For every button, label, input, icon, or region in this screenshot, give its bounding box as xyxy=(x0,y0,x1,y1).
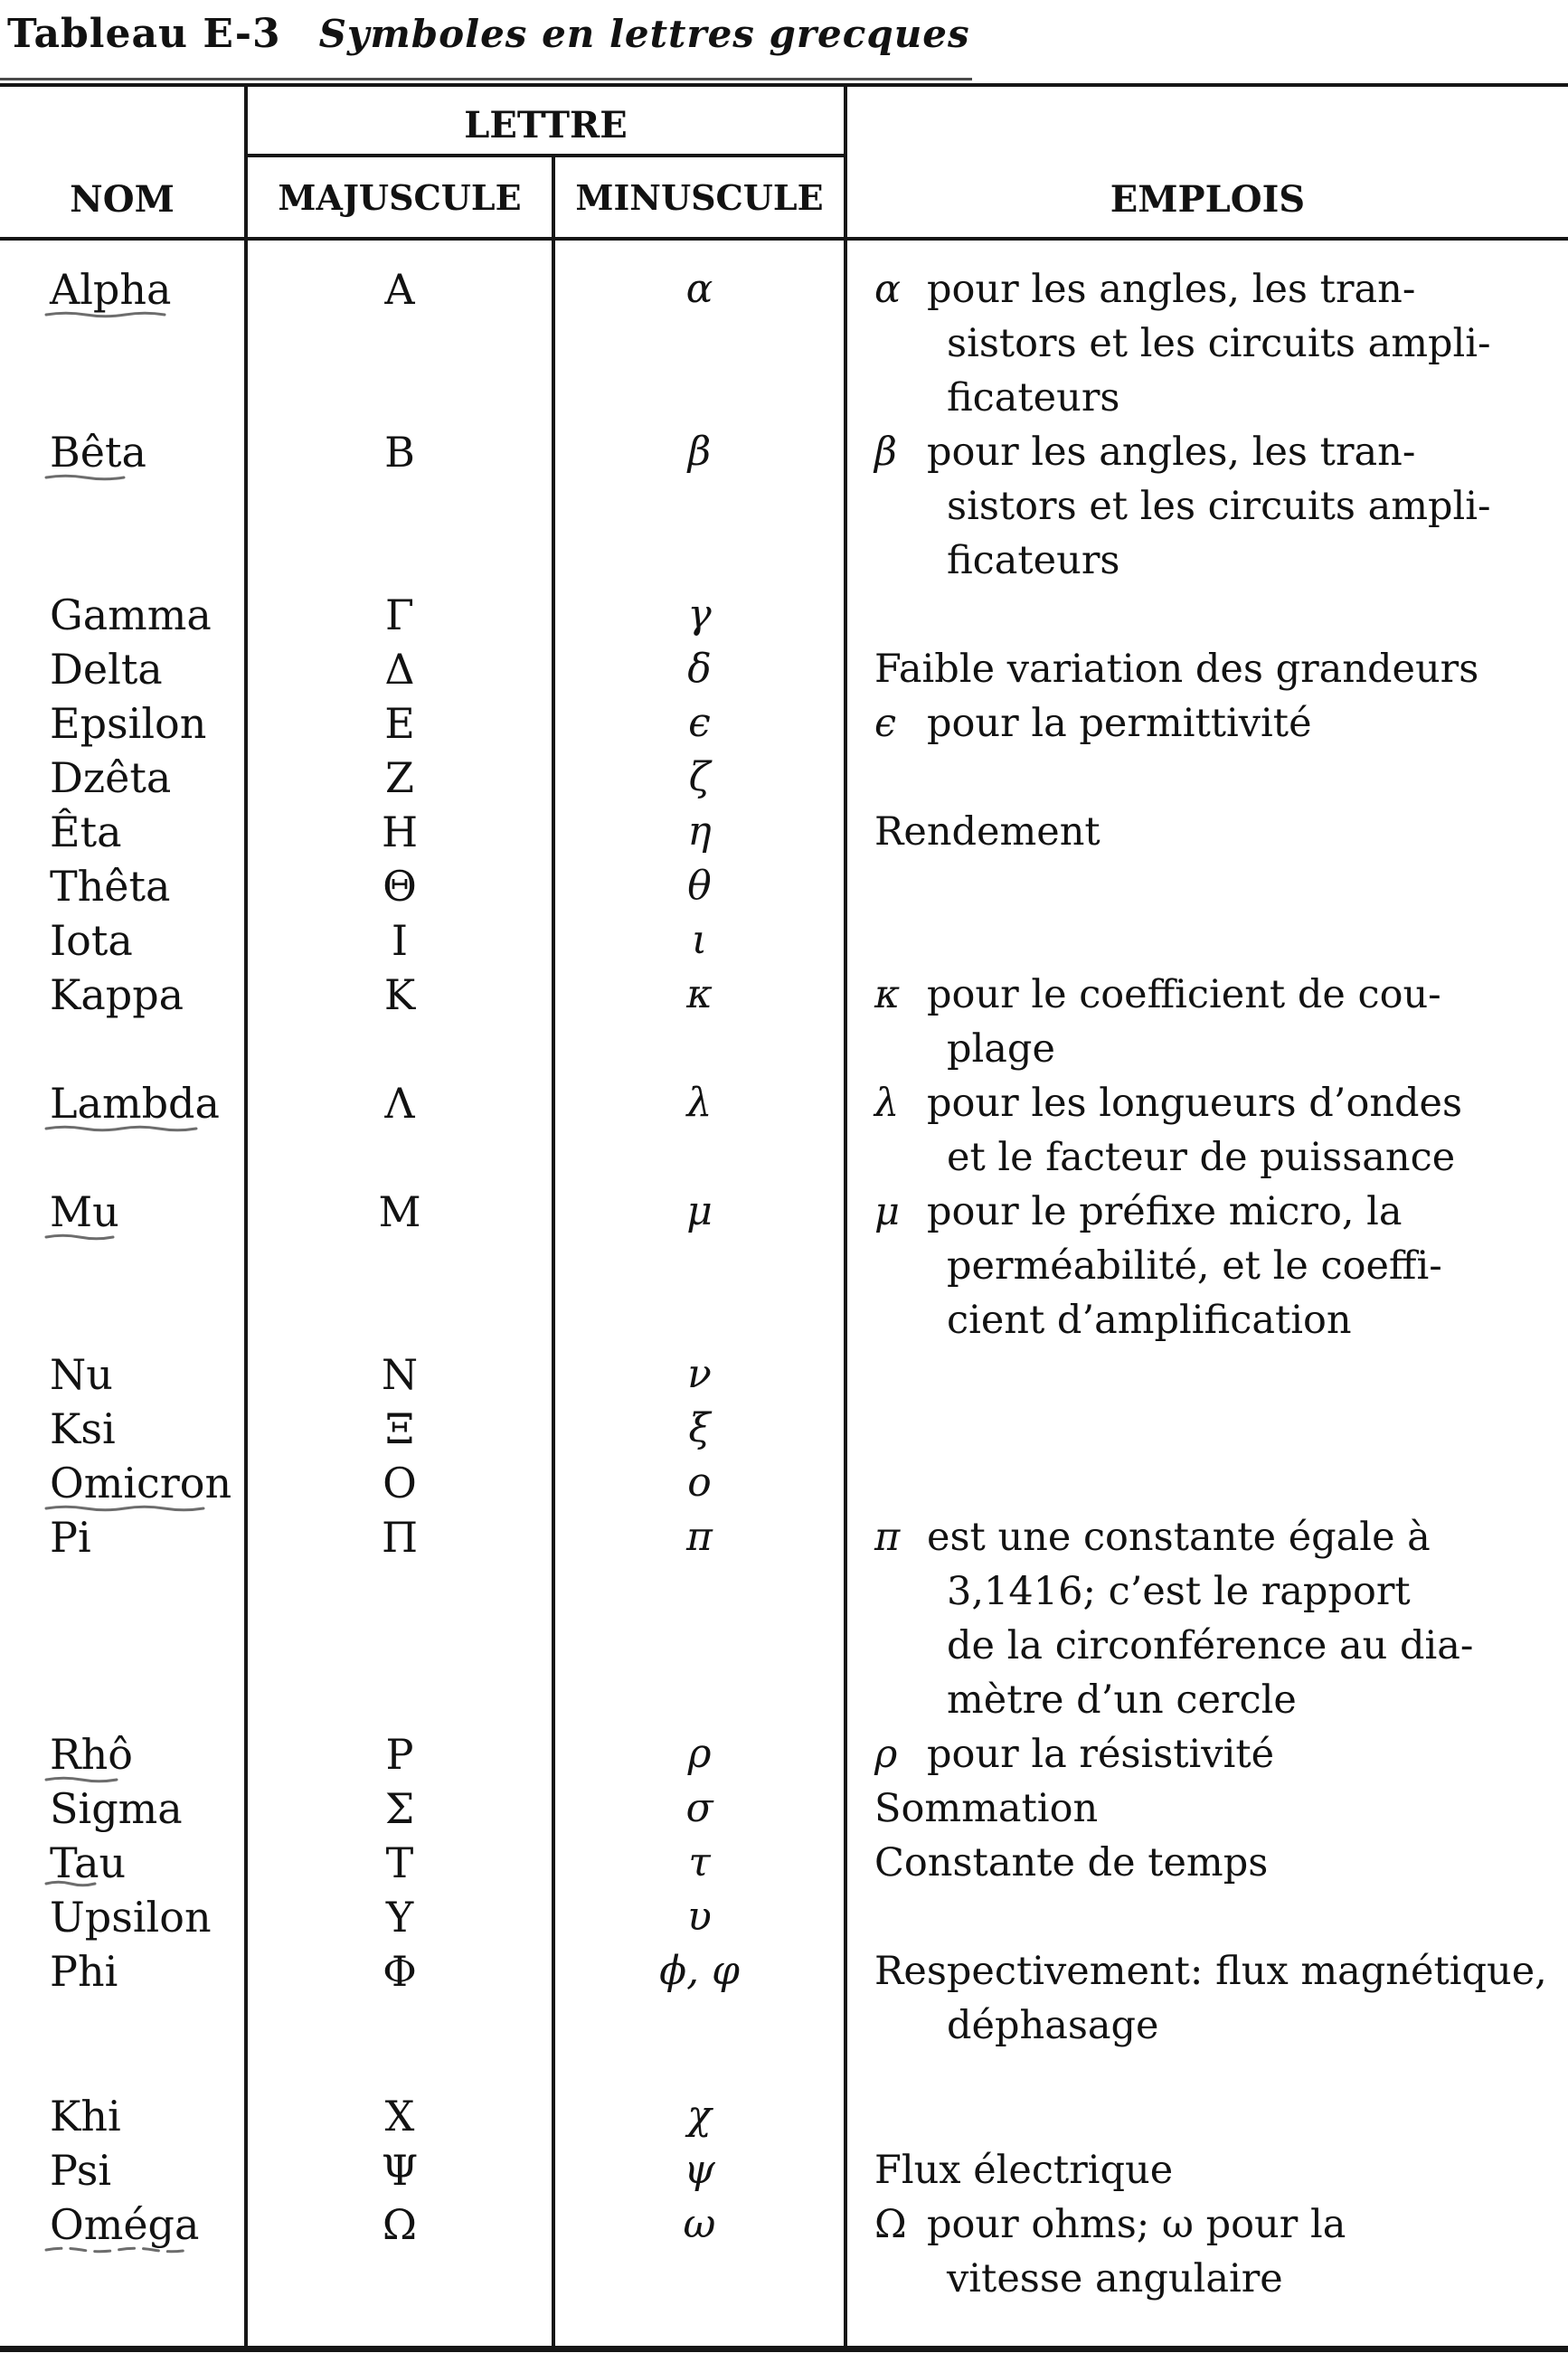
header-cell-nom: NOM xyxy=(70,178,175,221)
name-cell xyxy=(0,805,244,859)
lowercase-cell: σ xyxy=(552,1781,844,1836)
usage-line xyxy=(874,696,1568,751)
spacer-cell xyxy=(844,241,1568,262)
table-caption: Symboles en lettres grecques xyxy=(318,12,970,56)
usage-cell xyxy=(844,1781,1568,1836)
name-cell xyxy=(0,751,244,805)
header-cell-minuscule: MINUSCULE xyxy=(552,157,844,237)
usage-line: ficateurs xyxy=(947,538,1120,583)
name-cell xyxy=(0,262,244,425)
row-gamma xyxy=(0,588,1568,642)
lowercase-cell: π xyxy=(552,1510,844,1727)
lowercase-cell: τ xyxy=(552,1836,844,1890)
usage-line xyxy=(874,262,1568,317)
usage-text: pour les angles, les tran- xyxy=(927,430,1416,475)
usage-cell xyxy=(844,2089,1568,2143)
spacer-cell xyxy=(244,241,552,262)
table-body xyxy=(0,241,1568,2346)
greek-letter-name: Delta xyxy=(50,645,163,694)
name-cell xyxy=(0,1836,244,1890)
usage-text: pour la permittivité xyxy=(927,701,1312,746)
uppercase-cell: N xyxy=(244,1347,552,1402)
greek-letter-name: Sigma xyxy=(50,1784,183,1833)
usage-line xyxy=(874,425,1568,479)
uppercase-cell: K xyxy=(244,968,552,1076)
spacer-row xyxy=(0,241,1568,262)
usage-line: Rendement xyxy=(874,809,1100,855)
row-delta xyxy=(0,642,1568,696)
uppercase-cell: Ω xyxy=(244,2197,552,2306)
greek-letter-name: Upsilon xyxy=(50,1890,212,1944)
usage-cell xyxy=(844,1185,1568,1347)
usage-cell xyxy=(844,805,1568,859)
name-cell xyxy=(0,968,244,1076)
lowercase-cell: ϕ, φ xyxy=(552,1944,844,2053)
spacer-cell xyxy=(0,241,244,262)
spacer-cell xyxy=(0,2053,244,2089)
usage-cell xyxy=(844,1456,1568,1510)
usage-cell xyxy=(844,1347,1568,1402)
pencil-mark-icon xyxy=(44,309,166,320)
usage-line: sistors et les circuits ampli- xyxy=(947,321,1491,366)
row-tau xyxy=(0,1836,1568,1890)
usage-text: pour le préfixe micro, la xyxy=(927,1189,1403,1234)
name-cell xyxy=(0,1402,244,1456)
spacer-cell xyxy=(844,2306,1568,2346)
uppercase-cell: Y xyxy=(244,1890,552,1944)
greek-letter-name: Dzêta xyxy=(50,753,172,802)
lowercase-cell: ν xyxy=(552,1347,844,1402)
row-upsilon xyxy=(0,1890,1568,1944)
usage-cell xyxy=(844,2143,1568,2197)
usage-line: de la circonférence au dia- xyxy=(947,1623,1474,1668)
usage-line: plage xyxy=(947,1026,1055,1072)
row-khi xyxy=(0,2089,1568,2143)
uppercase-cell: B xyxy=(244,425,552,588)
usage-line: ficateurs xyxy=(947,375,1120,421)
usage-line: déphasage xyxy=(947,2003,1159,2048)
usage-line xyxy=(874,1727,1568,1781)
row-beta xyxy=(0,425,1568,588)
greek-letter-name: Khi xyxy=(50,2092,121,2140)
usage-cell xyxy=(844,588,1568,642)
pencil-mark-icon xyxy=(44,2244,191,2255)
usage-cell xyxy=(844,262,1568,425)
usage-text: est une constante égale à xyxy=(927,1515,1431,1560)
name-cell xyxy=(0,1781,244,1836)
lowercase-cell: λ xyxy=(552,1076,844,1185)
row-kappa xyxy=(0,968,1568,1076)
usage-cell xyxy=(844,642,1568,696)
uppercase-cell: M xyxy=(244,1185,552,1347)
greek-letter-name: Alpha xyxy=(50,262,171,317)
greek-letter-name: Psi xyxy=(50,2146,112,2195)
greek-letter-name: Lambda xyxy=(50,1076,220,1130)
usage-cell xyxy=(844,1510,1568,1727)
usage-line xyxy=(874,968,1568,1022)
uppercase-cell: A xyxy=(244,262,552,425)
lowercase-cell: β xyxy=(552,425,844,588)
row-psi xyxy=(0,2143,1568,2197)
lowercase-cell: υ xyxy=(552,1890,844,1944)
uppercase-cell: Σ xyxy=(244,1781,552,1836)
lowercase-cell: ζ xyxy=(552,751,844,805)
spacer-cell xyxy=(844,2053,1568,2089)
greek-letter-name: Phi xyxy=(50,1947,118,1996)
usage-cell xyxy=(844,1890,1568,1944)
name-cell xyxy=(0,1456,244,1510)
usage-cell xyxy=(844,1944,1568,2053)
lowercase-cell: α xyxy=(552,262,844,425)
lowercase-cell: θ xyxy=(552,859,844,913)
header-cell-emplois: EMPLOIS xyxy=(844,87,1568,237)
header-cell-lettre: LETTRE xyxy=(244,87,844,157)
row-theta xyxy=(0,859,1568,913)
pencil-mark-icon xyxy=(44,1878,97,1889)
usage-symbol: κ xyxy=(874,972,901,1017)
usage-symbol: ρ xyxy=(874,1732,898,1777)
name-cell xyxy=(0,696,244,751)
spacer-row xyxy=(0,2053,1568,2089)
usage-line: Respectivement: flux magnétique, xyxy=(874,1949,1547,1994)
greek-letter-name: Rhô xyxy=(50,1727,133,1781)
greek-letter-name: Gamma xyxy=(50,591,212,639)
greek-letter-name: Bêta xyxy=(50,425,146,479)
spacer-row xyxy=(0,2306,1568,2346)
uppercase-cell: Ψ xyxy=(244,2143,552,2197)
uppercase-cell: Θ xyxy=(244,859,552,913)
row-phi xyxy=(0,1944,1568,2053)
name-cell xyxy=(0,913,244,968)
uppercase-cell: O xyxy=(244,1456,552,1510)
greek-letter-name: Epsilon xyxy=(50,699,207,748)
uppercase-cell: Ξ xyxy=(244,1402,552,1456)
uppercase-cell: I xyxy=(244,913,552,968)
uppercase-cell: E xyxy=(244,696,552,751)
lowercase-cell: κ xyxy=(552,968,844,1076)
greek-letter-name: Mu xyxy=(50,1185,119,1239)
spacer-cell xyxy=(552,2053,844,2089)
lowercase-cell: ι xyxy=(552,913,844,968)
usage-cell xyxy=(844,696,1568,751)
usage-symbol: π xyxy=(874,1515,901,1560)
row-mu xyxy=(0,1185,1568,1347)
usage-symbol: λ xyxy=(874,1081,900,1126)
pencil-mark-icon xyxy=(44,1123,198,1134)
usage-symbol: ϵ xyxy=(874,701,897,746)
usage-cell xyxy=(844,1076,1568,1185)
usage-line: mètre d’un cercle xyxy=(947,1677,1297,1723)
greek-letter-name: Oméga xyxy=(50,2197,199,2252)
name-cell xyxy=(0,1510,244,1727)
uppercase-cell: X xyxy=(244,2089,552,2143)
greek-letter-name: Kappa xyxy=(50,970,184,1019)
greek-letter-name: Êta xyxy=(50,808,122,856)
uppercase-cell: H xyxy=(244,805,552,859)
greek-letter-name: Thêta xyxy=(50,862,171,911)
row-alpha xyxy=(0,262,1568,425)
row-dzeta xyxy=(0,751,1568,805)
name-cell xyxy=(0,425,244,588)
usage-line: sistors et les circuits ampli- xyxy=(947,484,1491,529)
usage-line: perméabilité, et le coeffi- xyxy=(947,1243,1442,1289)
usage-line: cient d’amplification xyxy=(947,1298,1352,1343)
lowercase-cell: γ xyxy=(552,588,844,642)
row-omega xyxy=(0,2197,1568,2306)
row-rho xyxy=(0,1727,1568,1781)
usage-symbol: μ xyxy=(874,1189,900,1234)
page-title xyxy=(0,5,1568,63)
lowercase-cell: ϵ xyxy=(552,696,844,751)
usage-line: 3,1416; c’est le rapport xyxy=(947,1569,1411,1614)
name-cell xyxy=(0,2089,244,2143)
usage-text: pour ohms; ω pour la xyxy=(927,2202,1346,2247)
header-cell-majuscule: MAJUSCULE xyxy=(244,157,552,237)
usage-cell xyxy=(844,913,1568,968)
usage-text: pour les angles, les tran- xyxy=(927,267,1416,312)
greek-letter-name: Pi xyxy=(50,1513,91,1562)
row-omicron xyxy=(0,1456,1568,1510)
usage-line: Faible variation des grandeurs xyxy=(874,647,1479,692)
table-header xyxy=(0,87,1568,241)
lowercase-cell: δ xyxy=(552,642,844,696)
uppercase-cell: P xyxy=(244,1727,552,1781)
lowercase-cell: ω xyxy=(552,2197,844,2306)
usage-symbol: α xyxy=(874,267,902,312)
usage-line xyxy=(874,1076,1568,1130)
usage-text: pour les longueurs d’ondes xyxy=(927,1081,1463,1126)
row-epsilon xyxy=(0,696,1568,751)
usage-cell xyxy=(844,859,1568,913)
uppercase-cell: T xyxy=(244,1836,552,1890)
name-cell xyxy=(0,1076,244,1185)
lowercase-cell: ψ xyxy=(552,2143,844,2197)
uppercase-cell: Z xyxy=(244,751,552,805)
usage-cell xyxy=(844,1402,1568,1456)
uppercase-cell: Λ xyxy=(244,1076,552,1185)
usage-text: pour la résistivité xyxy=(927,1732,1275,1777)
uppercase-cell: Π xyxy=(244,1510,552,1727)
name-cell xyxy=(0,2197,244,2306)
lowercase-cell: μ xyxy=(552,1185,844,1347)
row-nu xyxy=(0,1347,1568,1402)
row-ksi xyxy=(0,1402,1568,1456)
row-eta xyxy=(0,805,1568,859)
usage-line xyxy=(874,1510,1568,1564)
uppercase-cell: Γ xyxy=(244,588,552,642)
usage-symbol: β xyxy=(874,430,897,475)
usage-text: pour le coefficient de cou- xyxy=(927,972,1441,1017)
usage-symbol: Ω xyxy=(874,2202,907,2247)
usage-cell xyxy=(844,968,1568,1076)
name-cell xyxy=(0,1347,244,1402)
row-iota xyxy=(0,913,1568,968)
spacer-cell xyxy=(244,2053,552,2089)
table-number-label: Tableau E-3 xyxy=(7,11,281,57)
greek-letter-name: Iota xyxy=(50,916,133,965)
spacer-cell xyxy=(0,2306,244,2346)
uppercase-cell: Δ xyxy=(244,642,552,696)
lowercase-cell: χ xyxy=(552,2089,844,2143)
spacer-cell xyxy=(552,241,844,262)
spacer-cell xyxy=(244,2306,552,2346)
usage-line xyxy=(874,1185,1568,1239)
lowercase-cell: o xyxy=(552,1456,844,1510)
pencil-mark-icon xyxy=(44,472,126,483)
name-cell xyxy=(0,1185,244,1347)
greek-letters-table xyxy=(0,83,1568,2352)
lowercase-cell: ρ xyxy=(552,1727,844,1781)
greek-letter-name: Ksi xyxy=(50,1404,116,1453)
name-cell xyxy=(0,1890,244,1944)
usage-cell xyxy=(844,1836,1568,1890)
usage-cell xyxy=(844,751,1568,805)
usage-line: et le facteur de puissance xyxy=(947,1135,1456,1180)
usage-cell xyxy=(844,425,1568,588)
usage-cell xyxy=(844,2197,1568,2306)
usage-line xyxy=(874,2197,1568,2252)
name-cell xyxy=(0,859,244,913)
usage-line: Sommation xyxy=(874,1786,1099,1831)
lowercase-cell: ξ xyxy=(552,1402,844,1456)
row-lambda xyxy=(0,1076,1568,1185)
usage-line: Constante de temps xyxy=(874,1840,1269,1885)
uppercase-cell: Φ xyxy=(244,1944,552,2053)
name-cell xyxy=(0,1727,244,1781)
name-cell xyxy=(0,2143,244,2197)
usage-line: Flux électrique xyxy=(874,2148,1174,2193)
lowercase-cell: η xyxy=(552,805,844,859)
row-pi xyxy=(0,1510,1568,1727)
pencil-mark-icon xyxy=(44,1232,115,1243)
usage-cell xyxy=(844,1727,1568,1781)
usage-line: vitesse angulaire xyxy=(947,2256,1283,2301)
spacer-cell xyxy=(552,2306,844,2346)
name-cell xyxy=(0,642,244,696)
greek-letter-name: Omicron xyxy=(50,1456,231,1510)
row-sigma xyxy=(0,1781,1568,1836)
greek-letter-name: Nu xyxy=(50,1350,113,1399)
greek-letter-name: Tau xyxy=(50,1838,127,1887)
name-cell xyxy=(0,588,244,642)
name-cell xyxy=(0,1944,244,2053)
